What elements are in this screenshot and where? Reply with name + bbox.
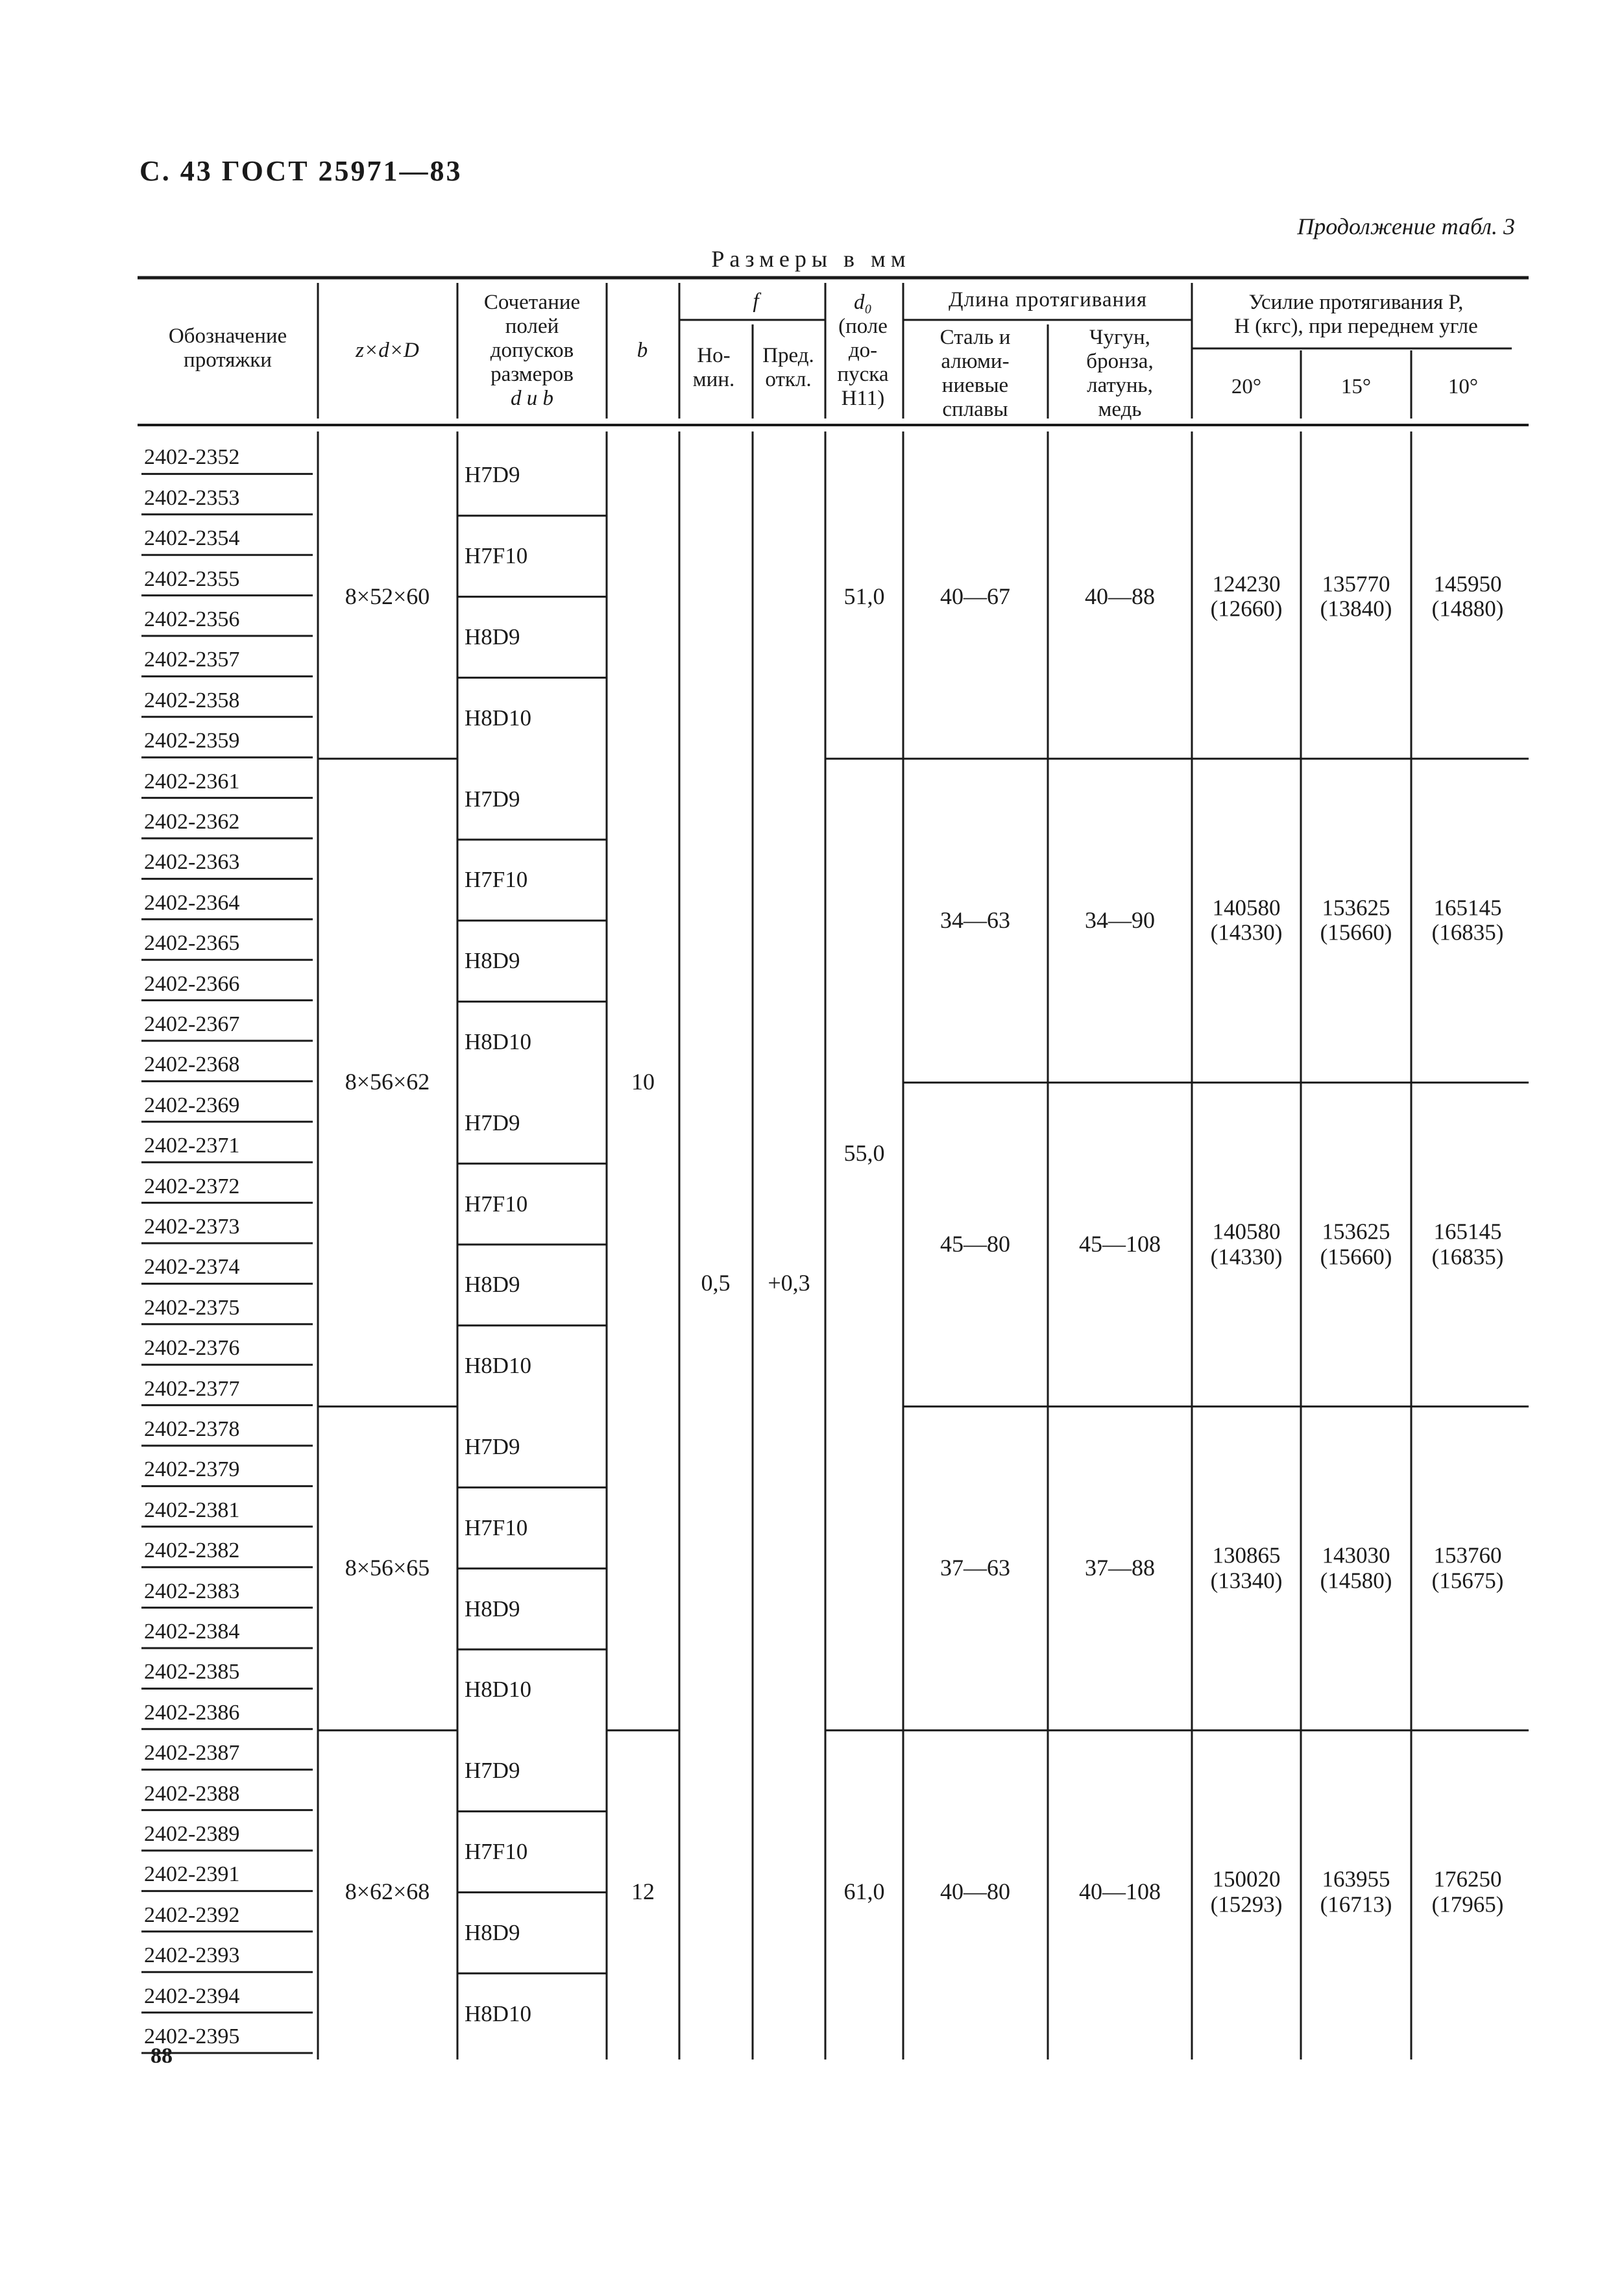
force-15deg-line: (15660) xyxy=(1320,1244,1392,1269)
designation-code: 2402-2394 xyxy=(144,1984,240,2008)
steel-length: 34—63 xyxy=(940,907,1010,933)
tolerance-value: H8D9 xyxy=(465,1919,520,1945)
force-15deg-line: 143030 xyxy=(1322,1542,1390,1568)
header-angle-15: 15° xyxy=(1340,375,1372,398)
units-note: Размеры в мм xyxy=(711,246,911,272)
designation-code: 2402-2374 xyxy=(144,1255,240,1280)
designation-code: 2402-2389 xyxy=(144,1822,240,1846)
designation-code: 2402-2373 xyxy=(144,1215,240,1239)
cast-iron-length: 37—88 xyxy=(1085,1555,1155,1581)
designation-code: 2402-2357 xyxy=(144,648,240,672)
designation-code: 2402-2391 xyxy=(144,1862,240,1887)
force-20deg xyxy=(1211,1867,1283,1917)
designation-code: 2402-2384 xyxy=(144,1620,240,1644)
force-20deg xyxy=(1211,1544,1283,1594)
designation-code: 2402-2388 xyxy=(144,1781,240,1806)
force-10deg xyxy=(1432,1867,1504,1917)
designation-code: 2402-2386 xyxy=(144,1700,240,1725)
header-designation: Обозначение протяжки xyxy=(168,324,287,372)
header-zdD: z×d×D xyxy=(356,339,419,362)
force-15deg-line: (14580) xyxy=(1320,1568,1392,1594)
force-20deg-line: 150020 xyxy=(1212,1866,1281,1892)
page-number: 88 xyxy=(151,2044,173,2068)
designation-code: 2402-2366 xyxy=(144,971,240,996)
force-15deg xyxy=(1320,1544,1392,1594)
tolerance-value: H8D9 xyxy=(465,624,520,650)
force-10deg-line: 165145 xyxy=(1433,1219,1502,1245)
cast-iron-length: 34—90 xyxy=(1085,907,1155,933)
force-20deg-line: 140580 xyxy=(1212,1219,1281,1245)
designation-code: 2402-2382 xyxy=(144,1538,240,1563)
force-10deg-line: (17965) xyxy=(1431,1891,1504,1917)
force-15deg-line: (15660) xyxy=(1320,919,1392,945)
header-f-nominal: Но- мин. xyxy=(692,344,735,391)
tolerance-value: H8D10 xyxy=(465,2000,532,2026)
b-value: 10 xyxy=(631,1069,655,1095)
designation-code: 2402-2362 xyxy=(144,810,240,834)
designation-code: 2402-2371 xyxy=(144,1134,240,1158)
designation-code: 2402-2361 xyxy=(144,769,240,794)
designation-code: 2402-2385 xyxy=(144,1660,240,1684)
tolerance-value: H7F10 xyxy=(465,543,528,569)
cast-iron-length: 40—88 xyxy=(1085,583,1155,609)
force-20deg xyxy=(1211,572,1283,622)
force-20deg-line: 124230 xyxy=(1212,571,1281,597)
force-15deg xyxy=(1320,1867,1392,1917)
b-value: 12 xyxy=(631,1878,655,1905)
tolerance-value: H8D10 xyxy=(465,1677,532,1703)
force-10deg-line: 145950 xyxy=(1433,571,1502,597)
designation-code: 2402-2375 xyxy=(144,1295,240,1320)
force-15deg-line: 153625 xyxy=(1322,895,1390,921)
zdD-value: 8×56×62 xyxy=(345,1069,430,1095)
f-nominal-value: 0,5 xyxy=(701,1270,731,1296)
header-angle-10: 10° xyxy=(1448,375,1479,398)
force-15deg-line: 153625 xyxy=(1322,1219,1390,1245)
force-20deg-line: (15293) xyxy=(1210,1891,1283,1917)
designation-code: 2402-2365 xyxy=(144,931,240,956)
designation-code: 2402-2395 xyxy=(144,2024,240,2048)
designation-code: 2402-2376 xyxy=(144,1336,240,1361)
designation-code: 2402-2358 xyxy=(144,688,240,712)
header-d0: d₀ (поле до- пуска H11) xyxy=(837,291,889,410)
header-cast-iron: Чугун, бронза, латунь, медь xyxy=(1086,326,1154,421)
cast-iron-length: 45—108 xyxy=(1079,1231,1161,1257)
page-header: С. 43 ГОСТ 25971—83 xyxy=(139,155,463,187)
force-10deg-line: (15675) xyxy=(1431,1568,1504,1594)
header-tolerance-combination: Сочетание полей допусков размеров d и b xyxy=(483,291,581,410)
force-10deg-line: (16835) xyxy=(1431,1244,1504,1269)
d0-value: 55,0 xyxy=(843,1140,885,1167)
force-20deg-line: (14330) xyxy=(1210,1244,1283,1269)
header-force: Усилие протягивания P, Н (кгс), при переднем угле xyxy=(1234,291,1478,338)
force-10deg xyxy=(1432,1544,1504,1594)
designation-code: 2402-2372 xyxy=(144,1174,240,1198)
designation-code: 2402-2368 xyxy=(144,1052,240,1077)
force-15deg-line: (16713) xyxy=(1320,1891,1392,1917)
tolerance-value: H7F10 xyxy=(465,867,528,893)
tolerance-value: H8D10 xyxy=(465,1353,532,1379)
tolerance-value: H7D9 xyxy=(465,462,520,488)
d0-value: 51,0 xyxy=(843,583,885,609)
steel-length: 40—80 xyxy=(940,1878,1010,1905)
tolerance-value: H7F10 xyxy=(465,1514,528,1540)
header-steel: Сталь и алюми- ниевые сплавы xyxy=(939,326,1011,421)
zdD-value: 8×52×60 xyxy=(345,583,430,609)
designation-code: 2402-2381 xyxy=(144,1498,240,1522)
designation-code: 2402-2393 xyxy=(144,1943,240,1968)
steel-length: 37—63 xyxy=(940,1555,1010,1581)
d0-value: 61,0 xyxy=(843,1878,885,1905)
f-deviation-value: +0,3 xyxy=(768,1270,810,1296)
tolerance-value: H7D9 xyxy=(465,1110,520,1136)
tolerance-value: H8D10 xyxy=(465,705,532,731)
designation-code: 2402-2387 xyxy=(144,1741,240,1766)
designation-code: 2402-2392 xyxy=(144,1902,240,1927)
designation-code: 2402-2353 xyxy=(144,485,240,510)
steel-length: 45—80 xyxy=(940,1231,1010,1257)
force-10deg xyxy=(1432,1220,1504,1270)
header-b: b xyxy=(636,339,648,362)
designation-code: 2402-2354 xyxy=(144,526,240,551)
cast-iron-length: 40—108 xyxy=(1079,1878,1161,1905)
force-10deg-line: 176250 xyxy=(1433,1866,1502,1892)
force-20deg-line: 140580 xyxy=(1212,895,1281,921)
tolerance-value: H7D9 xyxy=(465,1434,520,1459)
force-10deg xyxy=(1432,572,1504,622)
force-10deg-line: (16835) xyxy=(1431,919,1504,945)
force-15deg xyxy=(1320,1220,1392,1270)
tolerance-value: H8D9 xyxy=(465,1272,520,1298)
designation-code: 2402-2352 xyxy=(144,445,240,470)
header-angle-20: 20° xyxy=(1231,375,1262,398)
force-15deg-line: (13840) xyxy=(1320,596,1392,622)
force-20deg-line: (14330) xyxy=(1210,919,1283,945)
force-20deg xyxy=(1211,895,1283,945)
force-10deg-line: 153760 xyxy=(1433,1542,1502,1568)
force-15deg xyxy=(1320,895,1392,945)
tolerance-value: H7D9 xyxy=(465,786,520,812)
force-15deg-line: 135770 xyxy=(1322,571,1390,597)
zdD-value: 8×62×68 xyxy=(345,1878,430,1905)
header-f-deviation: Пред. откл. xyxy=(762,344,814,391)
steel-length: 40—67 xyxy=(940,583,1010,609)
force-15deg-line: 163955 xyxy=(1322,1866,1390,1892)
designation-code: 2402-2369 xyxy=(144,1093,240,1117)
header-length: Длина протягивания xyxy=(948,288,1148,311)
designation-code: 2402-2378 xyxy=(144,1417,240,1441)
force-20deg-line: (13340) xyxy=(1210,1568,1283,1594)
tolerance-value: H7D9 xyxy=(465,1758,520,1784)
header-f: f xyxy=(753,289,759,313)
designation-code: 2402-2367 xyxy=(144,1012,240,1036)
tolerance-value: H7F10 xyxy=(465,1839,528,1864)
designation-code: 2402-2379 xyxy=(144,1457,240,1482)
designation-code: 2402-2364 xyxy=(144,890,240,915)
force-15deg xyxy=(1320,572,1392,622)
zdD-value: 8×56×65 xyxy=(345,1555,430,1581)
tolerance-value: H8D10 xyxy=(465,1029,532,1054)
tolerance-value: H7F10 xyxy=(465,1191,528,1217)
designation-code: 2402-2363 xyxy=(144,850,240,875)
force-20deg xyxy=(1211,1220,1283,1270)
designation-code: 2402-2377 xyxy=(144,1376,240,1401)
force-10deg-line: 165145 xyxy=(1433,895,1502,921)
designation-code: 2402-2383 xyxy=(144,1579,240,1603)
table-continuation-note: Продолжение табл. 3 xyxy=(1297,213,1515,239)
force-20deg-line: 130865 xyxy=(1212,1542,1281,1568)
force-20deg-line: (12660) xyxy=(1210,596,1283,622)
designation-code: 2402-2355 xyxy=(144,566,240,591)
designation-code: 2402-2356 xyxy=(144,607,240,631)
designation-code: 2402-2359 xyxy=(144,729,240,753)
tolerance-value: H8D9 xyxy=(465,948,520,974)
force-10deg xyxy=(1432,895,1504,945)
tolerance-value: H8D9 xyxy=(465,1596,520,1622)
force-10deg-line: (14880) xyxy=(1431,596,1504,622)
